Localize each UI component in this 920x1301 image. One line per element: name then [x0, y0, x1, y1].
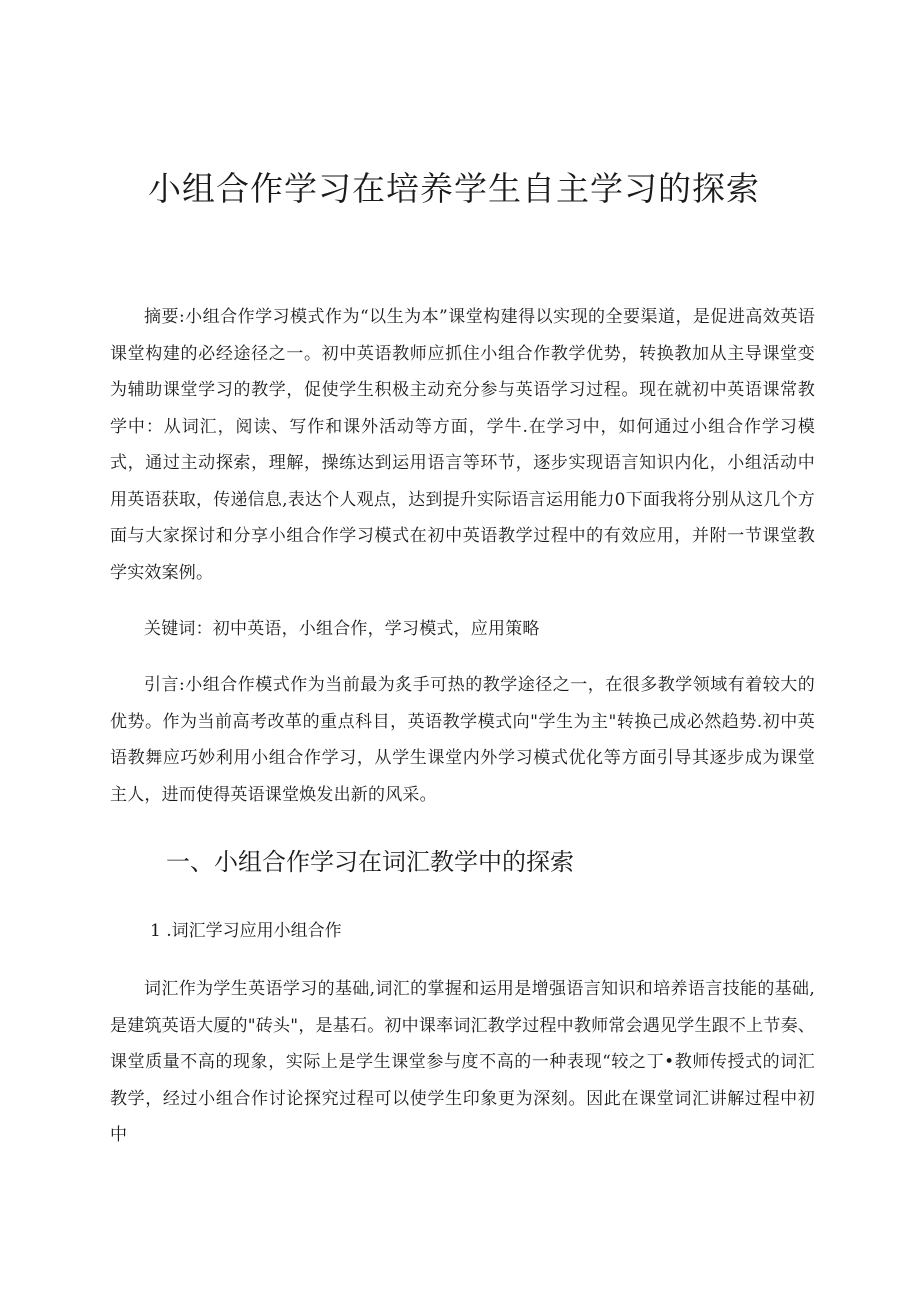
subsection-heading: 1 .词汇学习应用小组合作: [150, 921, 342, 941]
abstract-paragraph: 摘要:小组合作学习模式作为“以生为本”课堂构建得以实现的全要渠道，是促进高效英语课堂构建的必经途径之一。初中英语教师应抓住小组合作教学优势，转换教加从主导课堂变为辅助课堂学习的教学，促使学生积极主动充分参与英语学习过程。现在就初中英语课常教学中：从词汇，阅读、写作和课外活动等方面，学牛.在学习中，如何通过小组合作学习模式，通过主动探索，理解，操练达到运用语言等环节，逐步实现语言知识内化，小组活动中用英语获取，传递信息,表达个人观点，达到提升实际语言运用能力0下面我将分别从这几个方面与大家探讨和分享小组合作学习模式在初中英语教学过程中的有效应用，并附一节课堂教学实效案例。: [110, 307, 815, 583]
body-paragraph: 词汇作为学生英语学习的基础,词汇的掌握和运用是增强语言知识和培养语言技能的基础,是建筑英语大厦的"砖头"，是基石。初中课率词汇教学过程中教师常会遇见学生跟不上节奏、课堂质量不高的现象，实际上是学生课堂参与度不高的一种表现“较之丁•教师传授式的词汇教学，经过小组合作讨论探究过程可以使学生印象更为深刻。因此在课堂词汇讲解过程中初中: [110, 979, 815, 1145]
introduction-paragraph: 引言:小组合作模式作为当前最为炙手可热的教学途径之一，在很多教学领域有着较大的优势。作为当前高考改革的重点科目，英语教学模式向"学生为主"转换己成必然趋势.初中英语教舞应巧妙利用小组合作学习，从学生课堂内外学习模式优化等方面引导其逐步成为课堂主人，进而使得英语课堂焕发出新的风采。: [110, 675, 815, 805]
keywords-paragraph: 关键词：初中英语，小组合作，学习模式，应用策略: [144, 619, 540, 639]
document-title: 小组合作学习在培养学生自主学习的探索: [148, 169, 760, 208]
section-heading: 一、小组合作学习在词汇教学中的探索: [166, 848, 574, 876]
